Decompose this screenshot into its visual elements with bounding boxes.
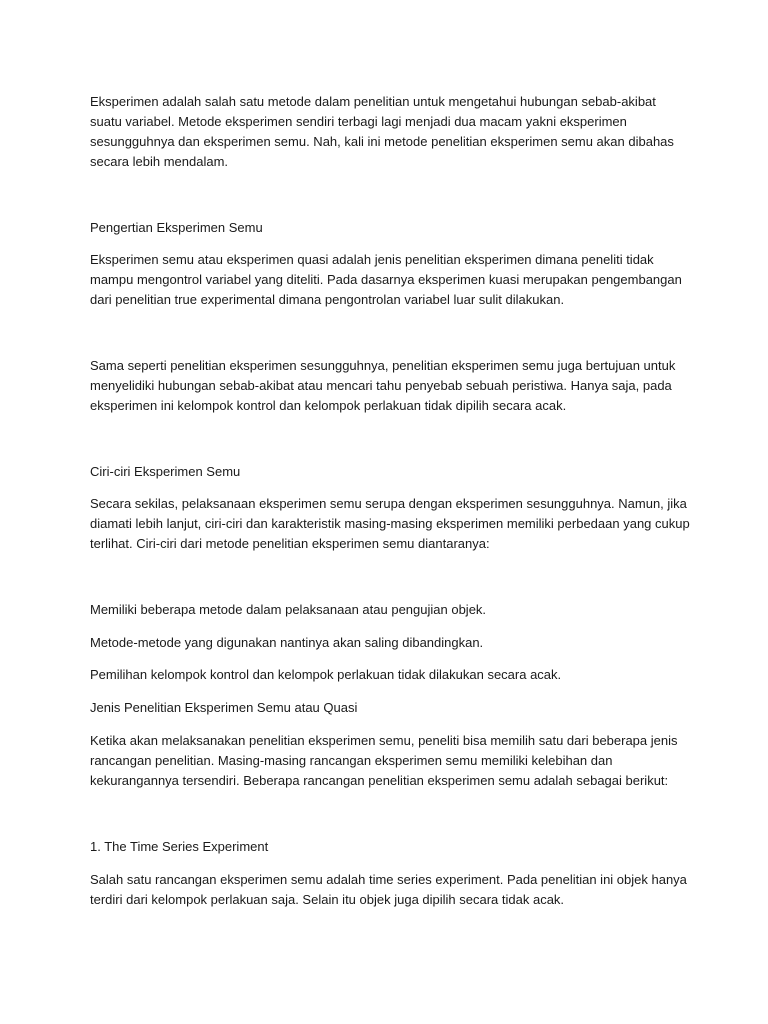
pengertian-paragraph-1: Eksperimen semu atau eksperimen quasi adalah jenis penelitian eksperimen dimana peneliti tidak mampu mengontrol variabel yang diteliti. Pada dasarnya eksperimen kuasi merupakan pengembangan dari penelitian true experimental dimana pengontrolan variabel luar sulit dilakukan. xyxy=(90,252,682,307)
ciri-paragraph-1: Secara sekilas, pelaksanaan eksperimen semu serupa dengan eksperimen sesungguhnya. Namun, jika diamati lebih lanjut, ciri-ciri dan karakteristik masing-masing eksperimen memiliki perbedaan yang cukup terlihat. Ciri-ciri dari metode penelitian eksperimen semu diantaranya: xyxy=(90,496,690,551)
jenis-paragraph-1: Ketika akan melaksanakan penelitian eksperimen semu, peneliti bisa memilih satu dari beberapa jenis rancangan penelitian. Masing-masing rancangan eksperimen semu memiliki kelebihan dan kekurangannya tersendiri. Beberapa rancangan penelitian eksperimen semu adalah sebagai berikut: xyxy=(90,733,678,788)
intro-paragraph: Eksperimen adalah salah satu metode dalam penelitian untuk mengetahui hubungan sebab-akibat suatu variabel. Metode eksperimen sendiri terbagi lagi menjadi dua macam yakni eksperimen sesungguhnya dan eksperimen semu. Nah, kali ini metode penelitian eksperimen semu akan dibahas secara lebih mendalam. xyxy=(90,94,674,169)
time-series-paragraph-1: Salah satu rancangan eksperimen semu adalah time series experiment. Pada penelitian ini objek hanya terdiri dari kelompok perlakuan saja. Selain itu objek juga dipilih secara tidak acak. xyxy=(90,872,687,907)
heading-ciri: Ciri-ciri Eksperimen Semu xyxy=(90,464,241,479)
heading-jenis: Jenis Penelitian Eksperimen Semu atau Quasi xyxy=(90,700,358,715)
pengertian-paragraph-2: Sama seperti penelitian eksperimen sesungguhnya, penelitian eksperimen semu juga bertujuan untuk menyelidiki hubungan sebab-akibat atau mencari tahu penyebab sebuah peristiwa. Hanya saja, pada eksperimen ini kelompok kontrol dan kelompok perlakuan tidak dipilih secara acak. xyxy=(90,358,676,413)
ciri-list-item: Metode-metode yang digunakan nantinya akan saling dibandingkan. xyxy=(90,635,484,650)
heading-pengertian: Pengertian Eksperimen Semu xyxy=(90,220,263,235)
heading-time-series: 1. The Time Series Experiment xyxy=(90,839,269,854)
ciri-list-item: Memiliki beberapa metode dalam pelaksanaan atau pengujian objek. xyxy=(90,602,487,617)
ciri-list-item: Pemilihan kelompok kontrol dan kelompok perlakuan tidak dilakukan secara acak. xyxy=(90,667,562,682)
